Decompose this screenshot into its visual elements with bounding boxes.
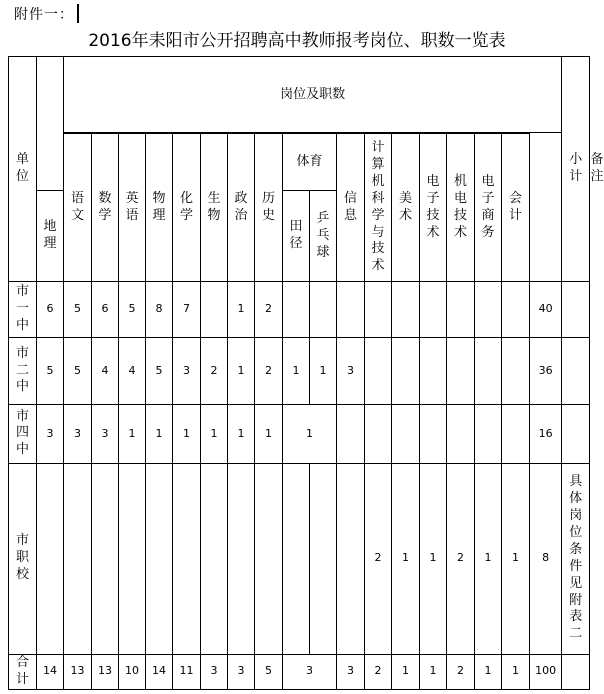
cell bbox=[119, 463, 146, 654]
cell bbox=[173, 463, 201, 654]
cell bbox=[283, 282, 310, 338]
total-label-text: 合计 bbox=[15, 654, 29, 687]
row-remark bbox=[562, 463, 590, 654]
header-subject-0-text: 语文 bbox=[70, 190, 84, 223]
cell bbox=[337, 282, 365, 338]
row-unit-text: 市四中 bbox=[15, 408, 29, 458]
cell bbox=[37, 463, 64, 654]
row-remark bbox=[562, 282, 590, 338]
annex-label bbox=[14, 4, 79, 24]
cell bbox=[420, 338, 447, 405]
cell: 1 bbox=[502, 463, 530, 654]
header-pingpong-text: 乒乓球 bbox=[316, 210, 330, 260]
cell bbox=[365, 405, 392, 464]
cell bbox=[502, 405, 530, 464]
total-remark bbox=[562, 654, 590, 689]
header-info-text: 信息 bbox=[343, 190, 357, 223]
cell-sports-merged: 1 bbox=[283, 405, 337, 464]
total-cell: 2 bbox=[447, 654, 475, 689]
row-unit bbox=[9, 338, 37, 405]
row-subtotal: 36 bbox=[530, 338, 562, 405]
total-label bbox=[9, 654, 37, 689]
header-ecommerce bbox=[475, 134, 502, 282]
header-subject-4-text: 化学 bbox=[179, 190, 193, 223]
header-subject-5 bbox=[201, 134, 228, 282]
header-subtotal bbox=[562, 57, 590, 282]
cell: 5 bbox=[64, 338, 92, 405]
row-unit-text: 市一中 bbox=[15, 284, 29, 334]
header-unit bbox=[9, 57, 37, 282]
header-subject-8-text: 地理 bbox=[43, 219, 57, 252]
cell bbox=[337, 405, 365, 464]
row-remark bbox=[562, 405, 590, 464]
cell bbox=[392, 282, 420, 338]
cell bbox=[392, 338, 420, 405]
total-cell: 3 bbox=[201, 654, 228, 689]
cell bbox=[502, 338, 530, 405]
cell bbox=[420, 405, 447, 464]
cell bbox=[502, 282, 530, 338]
header-accounting-text: 会计 bbox=[508, 190, 522, 223]
header-track bbox=[283, 190, 310, 281]
total-cell: 1 bbox=[392, 654, 420, 689]
table-row bbox=[9, 463, 590, 654]
total-cell: 14 bbox=[37, 654, 64, 689]
total-cell: 11 bbox=[173, 654, 201, 689]
cell: 1 bbox=[255, 405, 283, 464]
row-unit-text: 市职校 bbox=[15, 533, 29, 583]
cell: 5 bbox=[146, 338, 173, 405]
cell: 5 bbox=[119, 282, 146, 338]
header-subject-6 bbox=[228, 134, 255, 282]
cell bbox=[310, 282, 337, 338]
annex-label-text: 附件一： bbox=[14, 7, 74, 23]
cell bbox=[201, 463, 228, 654]
cell bbox=[365, 338, 392, 405]
total-cell: 14 bbox=[146, 654, 173, 689]
page-title: 2016年耒阳市公开招聘高中教师报考岗位、职数一览表 bbox=[88, 31, 506, 51]
header-cs-text: 计算机科学与技术 bbox=[371, 140, 385, 274]
cell bbox=[201, 282, 228, 338]
header-ecommerce-text: 电子商务 bbox=[481, 173, 495, 240]
cell: 3 bbox=[337, 338, 365, 405]
cell: 1 bbox=[310, 338, 337, 405]
row-subtotal: 16 bbox=[530, 405, 562, 464]
header-positions: 岗位及职数 bbox=[64, 57, 562, 133]
cell: 8 bbox=[146, 282, 173, 338]
header-subject-3 bbox=[146, 134, 173, 282]
cell bbox=[475, 282, 502, 338]
header-cs bbox=[365, 134, 392, 282]
cell: 1 bbox=[392, 463, 420, 654]
cell: 2 bbox=[447, 463, 475, 654]
cell: 4 bbox=[92, 338, 119, 405]
total-cell: 13 bbox=[64, 654, 92, 689]
cell: 1 bbox=[228, 338, 255, 405]
cell bbox=[228, 463, 255, 654]
total-cell: 1 bbox=[502, 654, 530, 689]
cell bbox=[146, 463, 173, 654]
cell: 3 bbox=[92, 405, 119, 464]
header-subject-3-text: 物理 bbox=[152, 190, 166, 223]
cell: 5 bbox=[64, 282, 92, 338]
cell: 1 bbox=[228, 405, 255, 464]
header-mechatronics-text: 机电技术 bbox=[453, 173, 467, 240]
total-cell: 13 bbox=[92, 654, 119, 689]
cell: 2 bbox=[201, 338, 228, 405]
total-cell: 1 bbox=[420, 654, 447, 689]
cell: 1 bbox=[119, 405, 146, 464]
header-subject-6-text: 政治 bbox=[234, 190, 248, 223]
total-cell: 3 bbox=[337, 654, 365, 689]
cell bbox=[283, 463, 310, 654]
total-cell: 2 bbox=[365, 654, 392, 689]
header-mechatronics bbox=[447, 134, 475, 282]
table-row bbox=[9, 405, 590, 464]
cell: 3 bbox=[64, 405, 92, 464]
cell: 1 bbox=[173, 405, 201, 464]
cell bbox=[310, 463, 337, 654]
table-row bbox=[9, 338, 590, 405]
row-unit bbox=[9, 405, 37, 464]
total-cell: 5 bbox=[255, 654, 283, 689]
cell: 1 bbox=[228, 282, 255, 338]
header-subject-2-text: 英语 bbox=[125, 190, 139, 223]
header-subject-0 bbox=[64, 134, 92, 282]
header-sports: 体育 bbox=[283, 134, 337, 191]
cell: 2 bbox=[255, 282, 283, 338]
header-art-text: 美术 bbox=[398, 190, 412, 223]
cell bbox=[365, 282, 392, 338]
cell bbox=[64, 463, 92, 654]
cell bbox=[447, 405, 475, 464]
cell: 2 bbox=[255, 338, 283, 405]
cell: 1 bbox=[475, 463, 502, 654]
header-subject-7-text: 历史 bbox=[261, 190, 275, 223]
header-subject-8 bbox=[37, 190, 64, 281]
cell: 1 bbox=[201, 405, 228, 464]
row-subtotal: 8 bbox=[530, 463, 562, 654]
header-electronics-text: 电子技术 bbox=[426, 173, 440, 240]
total-cell: 1 bbox=[475, 654, 502, 689]
header-subject-7 bbox=[255, 134, 283, 282]
cell: 5 bbox=[37, 338, 64, 405]
cell: 1 bbox=[420, 463, 447, 654]
cell bbox=[475, 338, 502, 405]
header-pingpong bbox=[310, 190, 337, 281]
cell: 3 bbox=[37, 405, 64, 464]
header-art bbox=[392, 134, 420, 282]
header-subject-2 bbox=[119, 134, 146, 282]
table-row bbox=[9, 282, 590, 338]
cell: 3 bbox=[173, 338, 201, 405]
cell: 6 bbox=[37, 282, 64, 338]
cell bbox=[475, 405, 502, 464]
cell: 7 bbox=[173, 282, 201, 338]
total-cell: 10 bbox=[119, 654, 146, 689]
table-row-total bbox=[9, 654, 590, 689]
row-remark-text: 具体岗位条件见附表二 bbox=[569, 474, 583, 642]
header-unit-text: 单位 bbox=[15, 152, 29, 185]
row-unit-text: 市二中 bbox=[15, 345, 29, 395]
cell bbox=[92, 463, 119, 654]
cell bbox=[337, 463, 365, 654]
header-subject-5-text: 生物 bbox=[207, 190, 221, 223]
total-cell: 3 bbox=[228, 654, 255, 689]
header-electronics bbox=[420, 134, 447, 282]
cell: 4 bbox=[119, 338, 146, 405]
header-accounting bbox=[502, 134, 530, 282]
cell bbox=[447, 282, 475, 338]
header-remarks-text: 备注 bbox=[590, 152, 604, 185]
positions-table bbox=[8, 56, 604, 690]
total-subtotal: 100 bbox=[530, 654, 562, 689]
cell bbox=[420, 282, 447, 338]
cell: 1 bbox=[146, 405, 173, 464]
row-subtotal: 40 bbox=[530, 282, 562, 338]
header-track-text: 田径 bbox=[289, 219, 303, 252]
cell bbox=[392, 405, 420, 464]
cell: 2 bbox=[365, 463, 392, 654]
cell: 1 bbox=[283, 338, 310, 405]
row-remark bbox=[562, 338, 590, 405]
header-subject-1-text: 数学 bbox=[98, 190, 112, 223]
header-subject-4 bbox=[173, 134, 201, 282]
header-subtotal-text: 小计 bbox=[569, 152, 583, 185]
row-unit bbox=[9, 282, 37, 338]
header-info bbox=[337, 134, 365, 282]
row-unit bbox=[9, 463, 37, 654]
cell: 6 bbox=[92, 282, 119, 338]
total-cell-sports: 3 bbox=[283, 654, 337, 689]
header-empty-left bbox=[37, 57, 64, 191]
cell bbox=[447, 338, 475, 405]
cell bbox=[255, 463, 283, 654]
header-subject-1 bbox=[92, 134, 119, 282]
text-cursor bbox=[77, 4, 79, 23]
